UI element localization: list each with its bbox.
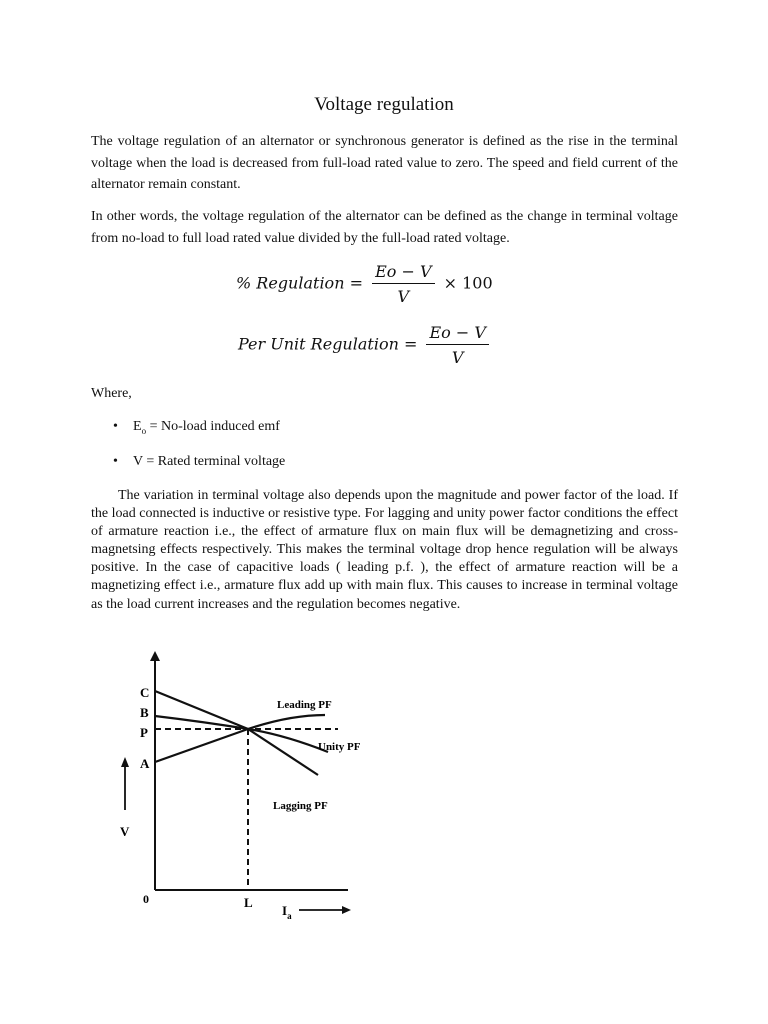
bullet-dot: •	[113, 454, 118, 469]
vertical-axis-arrowhead	[150, 651, 160, 661]
definition-symbol: V	[133, 454, 143, 469]
definition-subscript: o	[141, 425, 147, 436]
percent-regulation-numerator: Eo − V	[372, 262, 434, 284]
leading-pf-curve	[155, 715, 325, 762]
unity-pf-curve	[155, 716, 328, 752]
label-c: C	[140, 685, 150, 700]
voltage-arrowhead	[121, 757, 129, 767]
regulation-characteristic-diagram	[100, 645, 370, 935]
current-arrowhead	[342, 906, 351, 914]
label-p: P	[140, 725, 148, 740]
per-unit-regulation-formula	[238, 323, 493, 367]
percent-regulation-lhs: % Regulation =	[236, 273, 363, 293]
definition-text: = No-load induced emf	[146, 419, 280, 434]
percent-regulation-fraction	[372, 262, 434, 306]
label-origin: 0	[143, 892, 149, 906]
where-label: Where,	[91, 386, 132, 401]
percent-regulation-multiplier: × 100	[443, 273, 493, 293]
per-unit-regulation-numerator: Eo − V	[426, 323, 488, 345]
definition-item-emf	[113, 419, 280, 436]
paragraph-variation: The variation in terminal voltage also depends upon the magnitude and power factor of the load. If the load connected is inductive or resistive type. For lagging and unity power factor conditions the effect of armature reaction i.e., the effect of armature flux on main flux will be demagnetizing and cross-magnetsing effects respectively. This makes the terminal voltage drop hence regulation will be always positive. In the case of capacitive loads ( leading p.f. ), the effect of armature reaction will be a magnetizing effect i.e., armature flux add up with main flux. This causes to increase in terminal voltage as the load current increases and the regulation becomes negative.	[91, 488, 678, 612]
definition-symbol: E	[133, 419, 142, 434]
leading-pf-label: Leading PF	[277, 699, 332, 711]
label-b: B	[140, 705, 149, 720]
label-l: L	[244, 895, 253, 910]
paragraph-definition: The voltage regulation of an alternator or synchronous generator is defined as the rise in the terminal voltage when the load is decreased from full-load rated value to zero. The speed and field current of the alternator remain constant.	[91, 134, 678, 192]
label-v: V	[120, 824, 130, 839]
per-unit-regulation-denominator: V	[451, 348, 464, 367]
bullet-dot: •	[113, 419, 118, 434]
page-title: Voltage regulation	[314, 94, 454, 115]
percent-regulation-formula	[236, 262, 493, 306]
percent-regulation-denominator: V	[397, 287, 410, 306]
definition-text: = Rated terminal voltage	[142, 454, 286, 469]
label-ia: $I_a$	[282, 903, 292, 921]
paragraph-other-words: In other words, the voltage regulation of the alternator can be defined as the change in terminal voltage from no-load to full load rated value divided by the full-load rated voltage.	[91, 209, 678, 246]
per-unit-regulation-lhs: Per Unit Regulation =	[238, 334, 418, 354]
per-unit-regulation-fraction	[426, 323, 488, 367]
label-a: A	[140, 756, 150, 771]
lagging-pf-label: Lagging PF	[273, 800, 328, 812]
unity-pf-label: Unity PF	[318, 741, 361, 753]
definition-item-voltage	[113, 454, 285, 470]
